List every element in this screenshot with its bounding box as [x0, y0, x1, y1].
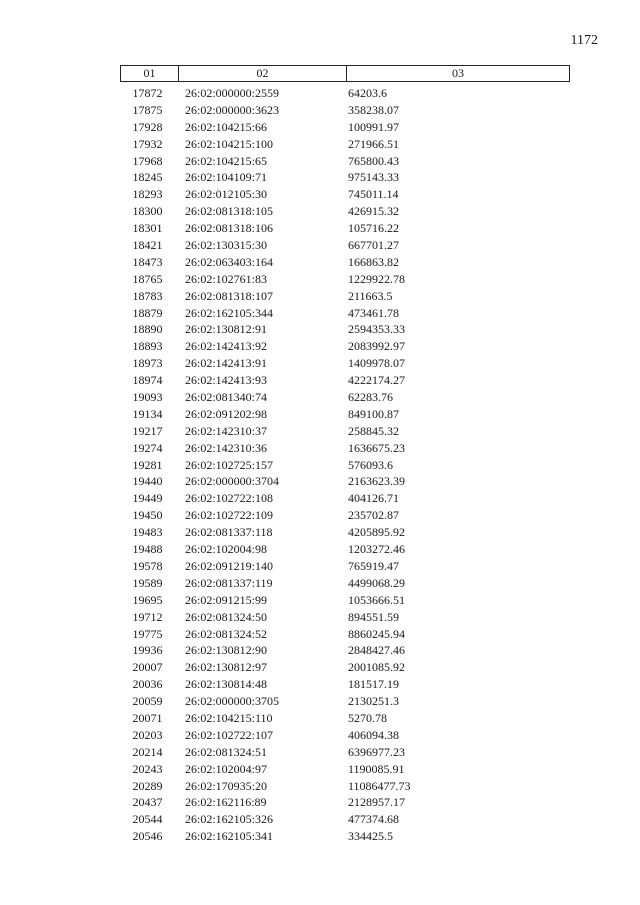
value-cell: 2163623.39 — [348, 474, 405, 489]
cadastral-number-cell: 26:02:012105:30 — [185, 187, 268, 202]
cadastral-number-cell: 26:02:162116:89 — [185, 795, 267, 810]
cadastral-number-cell: 26:02:000000:2559 — [185, 86, 280, 100]
cadastral-number-cell: 26:02:142413:91 — [185, 356, 268, 371]
id-cell: 20243 — [132, 761, 163, 776]
table-row — [120, 744, 570, 761]
table-row — [120, 406, 570, 423]
cadastral-number-cell: 26:02:102004:97 — [185, 761, 268, 776]
page-number: 1172 — [570, 33, 598, 48]
id-cell: 17968 — [132, 153, 163, 168]
value-cell: 426915.32 — [348, 204, 399, 219]
value-cell: 358238.07 — [348, 102, 399, 117]
id-cell: 20007 — [132, 660, 163, 675]
value-cell: 404126.71 — [348, 491, 399, 506]
value-cell: 894551.59 — [348, 609, 399, 624]
id-cell: 19488 — [132, 542, 163, 557]
data-table — [120, 65, 570, 845]
id-cell: 20059 — [132, 694, 163, 709]
id-cell: 20214 — [132, 744, 163, 759]
table-row — [120, 609, 570, 626]
column-header-01: 01 — [121, 66, 179, 81]
id-cell: 18473 — [132, 254, 163, 269]
cadastral-number-cell: 26:02:081324:52 — [185, 626, 268, 641]
id-cell: 18890 — [132, 322, 163, 337]
cadastral-number-cell: 26:02:063403:164 — [185, 254, 274, 269]
id-cell: 19578 — [132, 558, 163, 573]
cadastral-number-cell: 26:02:081340:74 — [185, 390, 268, 405]
id-cell: 18245 — [132, 170, 163, 185]
value-cell: 477374.68 — [348, 812, 399, 827]
table-row — [120, 626, 570, 643]
cadastral-number-cell: 26:02:130812:90 — [185, 643, 268, 658]
value-cell: 235702.87 — [348, 508, 399, 523]
id-cell: 19936 — [132, 643, 163, 658]
value-cell: 765919.47 — [348, 558, 399, 573]
table-row — [120, 254, 570, 271]
table-row — [120, 710, 570, 727]
value-cell: 4222174.27 — [348, 373, 405, 388]
table-row — [120, 440, 570, 457]
cadastral-number-cell: 26:02:102004:98 — [185, 542, 268, 557]
cadastral-number-cell: 26:02:130812:91 — [185, 322, 268, 337]
table-row — [120, 355, 570, 372]
id-cell: 18301 — [132, 221, 163, 236]
id-cell: 20203 — [132, 727, 163, 742]
value-cell: 11086477.73 — [348, 778, 411, 793]
table-row — [120, 794, 570, 811]
table-row — [120, 85, 570, 102]
id-cell: 18973 — [132, 356, 163, 371]
cadastral-number-cell: 26:02:162105:326 — [185, 812, 274, 827]
value-cell: 473461.78 — [348, 305, 399, 320]
id-cell: 20036 — [132, 677, 163, 692]
id-cell: 17872 — [132, 86, 163, 100]
value-cell: 5270.78 — [348, 710, 387, 725]
cadastral-number-cell: 26:02:081324:51 — [185, 744, 268, 759]
table-row — [120, 136, 570, 153]
cadastral-number-cell: 26:02:104215:110 — [185, 710, 273, 725]
value-cell: 1229922.78 — [348, 271, 405, 286]
id-cell: 19589 — [132, 575, 163, 590]
value-cell: 2848427.46 — [348, 643, 405, 658]
id-cell: 20546 — [132, 829, 163, 844]
cadastral-number-cell: 26:02:081324:50 — [185, 609, 268, 624]
cadastral-number-cell: 26:02:142310:37 — [185, 423, 268, 438]
table-row — [120, 778, 570, 795]
table-row — [120, 541, 570, 558]
table-row — [120, 271, 570, 288]
cadastral-number-cell: 26:02:142310:36 — [185, 440, 268, 455]
cadastral-number-cell: 26:02:102722:108 — [185, 491, 274, 506]
table-row — [120, 169, 570, 186]
id-cell: 20289 — [132, 778, 163, 793]
value-cell: 211663.5 — [348, 288, 393, 303]
cadastral-number-cell: 26:02:081337:119 — [185, 575, 273, 590]
table-row — [120, 102, 570, 119]
cadastral-number-cell: 26:02:104109:71 — [185, 170, 268, 185]
cadastral-number-cell: 26:02:102722:107 — [185, 727, 274, 742]
id-cell: 19695 — [132, 592, 163, 607]
cadastral-number-cell: 26:02:102761:83 — [185, 271, 268, 286]
id-cell: 18765 — [132, 271, 163, 286]
cadastral-number-cell: 26:02:170935:20 — [185, 778, 268, 793]
id-cell: 19712 — [132, 609, 163, 624]
cadastral-number-cell: 26:02:130315:30 — [185, 238, 268, 253]
value-cell: 258845.32 — [348, 423, 399, 438]
value-cell: 6396977.23 — [348, 744, 405, 759]
value-cell: 271966.51 — [348, 136, 399, 151]
cadastral-number-cell: 26:02:000000:3623 — [185, 102, 280, 117]
value-cell: 406094.38 — [348, 727, 399, 742]
table-row — [120, 119, 570, 136]
value-cell: 105716.22 — [348, 221, 399, 236]
value-cell: 2594353.33 — [348, 322, 405, 337]
value-cell: 765800.43 — [348, 153, 399, 168]
table-row — [120, 338, 570, 355]
cadastral-number-cell: 26:02:104215:65 — [185, 153, 268, 168]
value-cell: 576093.6 — [348, 457, 393, 472]
table-row — [120, 727, 570, 744]
table-row — [120, 389, 570, 406]
column-header-02: 02 — [179, 66, 347, 81]
cadastral-number-cell: 26:02:162105:344 — [185, 305, 274, 320]
cadastral-number-cell: 26:02:000000:3705 — [185, 694, 280, 709]
id-cell: 19483 — [132, 525, 163, 540]
value-cell: 1190085.91 — [348, 761, 405, 776]
id-cell: 19450 — [132, 508, 163, 523]
table-row — [120, 288, 570, 305]
cadastral-number-cell: 26:02:081318:106 — [185, 221, 274, 236]
table-row — [120, 592, 570, 609]
table-row — [120, 237, 570, 254]
cadastral-number-cell: 26:02:091215:99 — [185, 592, 268, 607]
value-cell: 2128957.17 — [348, 795, 405, 810]
id-cell: 18421 — [132, 238, 163, 253]
id-cell: 19775 — [132, 626, 163, 641]
cadastral-number-cell: 26:02:130814:48 — [185, 677, 268, 692]
id-cell: 17932 — [132, 136, 163, 151]
cadastral-number-cell: 26:02:102722:109 — [185, 508, 274, 523]
id-cell: 17928 — [132, 119, 163, 134]
cadastral-number-cell: 26:02:104215:100 — [185, 136, 274, 151]
id-cell: 19281 — [132, 457, 163, 472]
table-row — [120, 761, 570, 778]
value-cell: 1053666.51 — [348, 592, 405, 607]
id-cell: 19449 — [132, 491, 163, 506]
table-row — [120, 524, 570, 541]
cadastral-number-cell: 26:02:142413:92 — [185, 339, 268, 354]
id-cell: 20544 — [132, 812, 163, 827]
cadastral-number-cell: 26:02:130812:97 — [185, 660, 268, 675]
value-cell: 334425.5 — [348, 829, 393, 844]
table-row — [120, 203, 570, 220]
id-cell: 18879 — [132, 305, 163, 320]
cadastral-number-cell: 26:02:081318:105 — [185, 204, 274, 219]
table-row — [120, 558, 570, 575]
table-row — [120, 321, 570, 338]
cadastral-number-cell: 26:02:000000:3704 — [185, 474, 280, 489]
value-cell: 166863.82 — [348, 254, 399, 269]
id-cell: 19217 — [132, 423, 163, 438]
id-cell: 20437 — [132, 795, 163, 810]
value-cell: 100991.97 — [348, 119, 399, 134]
table-row — [120, 473, 570, 490]
value-cell: 181517.19 — [348, 677, 399, 692]
table-row — [120, 676, 570, 693]
cadastral-number-cell: 26:02:104215:66 — [185, 119, 268, 134]
table-row — [120, 305, 570, 322]
cadastral-number-cell: 26:02:162105:341 — [185, 829, 274, 844]
column-header-03: 03 — [452, 66, 464, 80]
id-cell: 18783 — [132, 288, 163, 303]
table-row — [120, 811, 570, 828]
id-cell: 18300 — [132, 204, 163, 219]
value-cell: 2130251.3 — [348, 694, 399, 709]
cadastral-number-cell: 26:02:081318:107 — [185, 288, 274, 303]
table-row — [120, 220, 570, 237]
value-cell: 4499068.29 — [348, 575, 405, 590]
value-cell: 849100.87 — [348, 406, 399, 421]
id-cell: 19274 — [132, 440, 163, 455]
cadastral-number-cell: 26:02:102725:157 — [185, 457, 274, 472]
value-cell: 1409978.07 — [348, 356, 405, 371]
value-cell: 667701.27 — [348, 238, 399, 253]
table-row — [120, 186, 570, 203]
value-cell: 1636675.23 — [348, 440, 405, 455]
value-cell: 64203.6 — [348, 86, 387, 100]
table-row — [120, 490, 570, 507]
table-row — [120, 659, 570, 676]
table-header — [120, 65, 570, 82]
value-cell: 4205895.92 — [348, 525, 405, 540]
table-row — [120, 828, 570, 845]
value-cell: 745011.14 — [348, 187, 399, 202]
table-row — [120, 423, 570, 440]
id-cell: 18893 — [132, 339, 163, 354]
table-row — [120, 693, 570, 710]
value-cell: 975143.33 — [348, 170, 399, 185]
id-cell: 19134 — [132, 406, 163, 421]
table-row — [120, 575, 570, 592]
id-cell: 20071 — [132, 710, 163, 725]
value-cell: 2001085.92 — [348, 660, 405, 675]
id-cell: 18974 — [132, 373, 163, 388]
value-cell: 1203272.46 — [348, 542, 405, 557]
table-row — [120, 372, 570, 389]
table-row — [120, 457, 570, 474]
id-cell: 17875 — [132, 102, 163, 117]
cadastral-number-cell: 26:02:142413:93 — [185, 373, 268, 388]
table-row — [120, 153, 570, 170]
value-cell: 2083992.97 — [348, 339, 405, 354]
id-cell: 19093 — [132, 390, 163, 405]
table-row — [120, 507, 570, 524]
cadastral-number-cell: 26:02:091219:140 — [185, 558, 274, 573]
id-cell: 18293 — [132, 187, 163, 202]
table-body — [120, 85, 570, 845]
table-row — [120, 642, 570, 659]
id-cell: 19440 — [132, 474, 163, 489]
value-cell: 62283.76 — [348, 390, 393, 405]
cadastral-number-cell: 26:02:091202:98 — [185, 406, 268, 421]
cadastral-number-cell: 26:02:081337:118 — [185, 525, 273, 540]
value-cell: 8860245.94 — [348, 626, 405, 641]
